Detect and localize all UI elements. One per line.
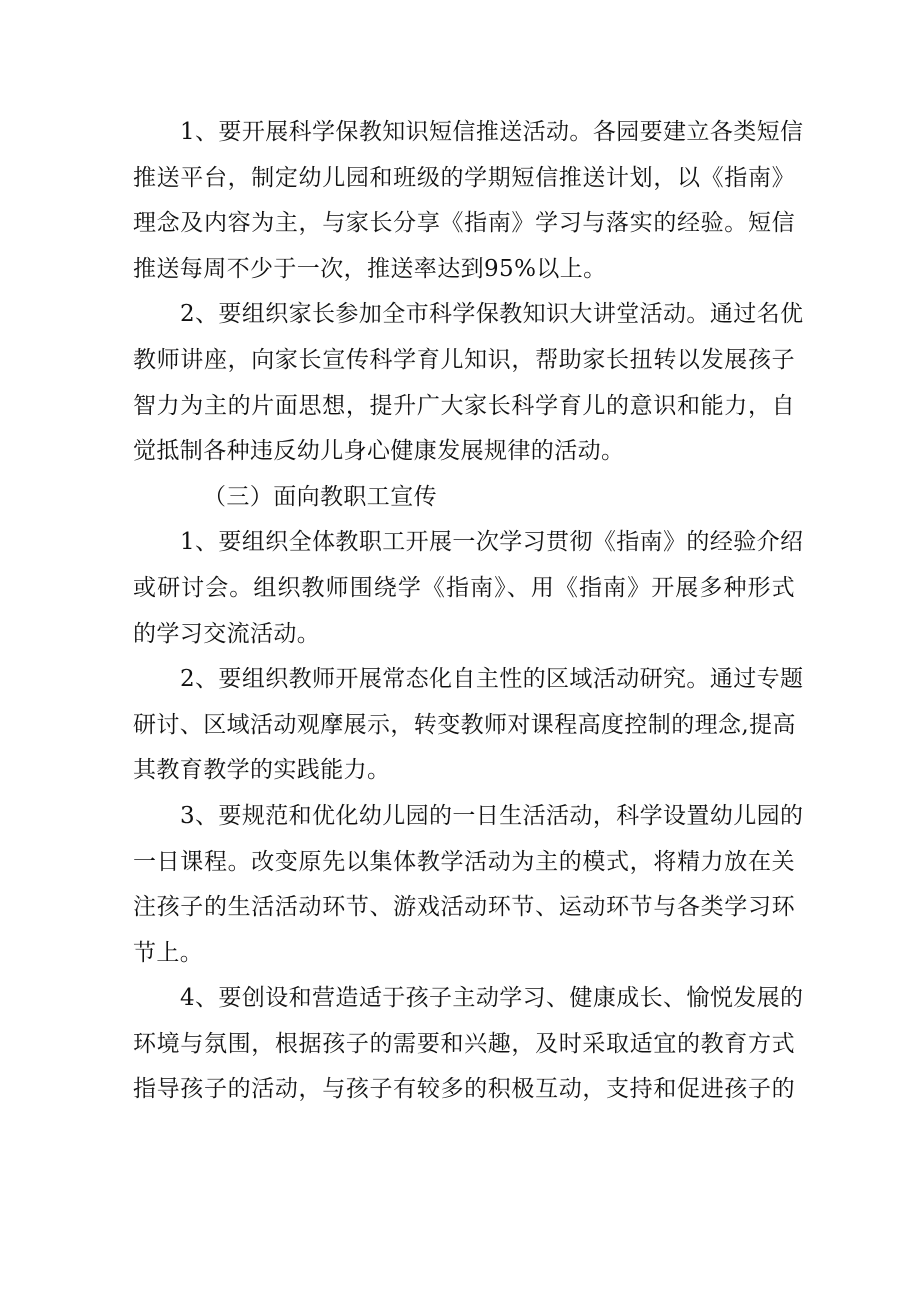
text-line: 其教育教学的实践能力。 xyxy=(133,757,391,784)
paragraph-staff-seminar xyxy=(133,520,804,657)
text-line: 理念及内容为主，与家长分享《指南》学习与落实的经验。短信 xyxy=(133,210,795,237)
text-line: 推送平台，制定幼儿园和班级的学期短信推送计划，以《指南》 xyxy=(133,164,795,191)
paragraph-staff-daily-routine xyxy=(133,794,804,976)
text-line: 指导孩子的活动，与孩子有较多的积极互动，支持和促进孩子的 xyxy=(133,1076,795,1103)
text-line: 教师讲座，向家长宣传科学育儿知识，帮助家长扭转以发展孩子 xyxy=(133,346,795,373)
text-line: 或研讨会。组织教师围绕学《指南》、用《指南》开展多种形式 xyxy=(133,574,795,601)
document-body xyxy=(133,110,804,1113)
text-line: 2、要组织家长参加全市科学保教知识大讲堂活动。通过名优 xyxy=(180,301,804,328)
text-line: 1、要开展科学保教知识短信推送活动。各园要建立各类短信 xyxy=(180,119,804,145)
text-line: 研讨、区域活动观摩展示，转变教师对课程高度控制的理念,提高 xyxy=(133,711,796,738)
text-line: 推送每周不少于一次，推送率达到95%以上。 xyxy=(133,255,607,282)
text-line: 3、要规范和优化幼儿园的一日生活活动，科学设置幼儿园的 xyxy=(180,802,804,829)
text-line: 一日课程。改变原先以集体教学活动为主的模式，将精力放在关 xyxy=(133,848,795,875)
text-line: 觉抵制各种违反幼儿身心健康发展规律的活动。 xyxy=(133,438,625,465)
paragraph-parent-sms xyxy=(133,110,804,292)
section-heading: （三）面向教职工宣传 xyxy=(203,483,437,510)
paragraph-staff-environment xyxy=(133,976,804,1113)
text-line: 的学习交流活动。 xyxy=(133,620,321,647)
text-line: 注孩子的生活活动环节、游戏活动环节、运动环节与各类学习环 xyxy=(133,894,795,921)
text-line: 环境与氛围，根据孩子的需要和兴趣，及时采取适宜的教育方式 xyxy=(133,1030,795,1057)
text-line: 智力为主的片面思想，提升广大家长科学育儿的意识和能力，自 xyxy=(133,392,795,419)
text-line: 节上。 xyxy=(133,939,204,966)
text-line: 1、要组织全体教职工开展一次学习贯彻《指南》的经验介绍 xyxy=(180,529,804,556)
text-line: 4、要创设和营造适于孩子主动学习、健康成长、愉悦发展的 xyxy=(180,985,804,1012)
paragraph-parent-lecture xyxy=(133,292,804,474)
text-line: 2、要组织教师开展常态化自主性的区域活动研究。通过专题 xyxy=(180,666,804,693)
paragraph-staff-research xyxy=(133,657,804,794)
